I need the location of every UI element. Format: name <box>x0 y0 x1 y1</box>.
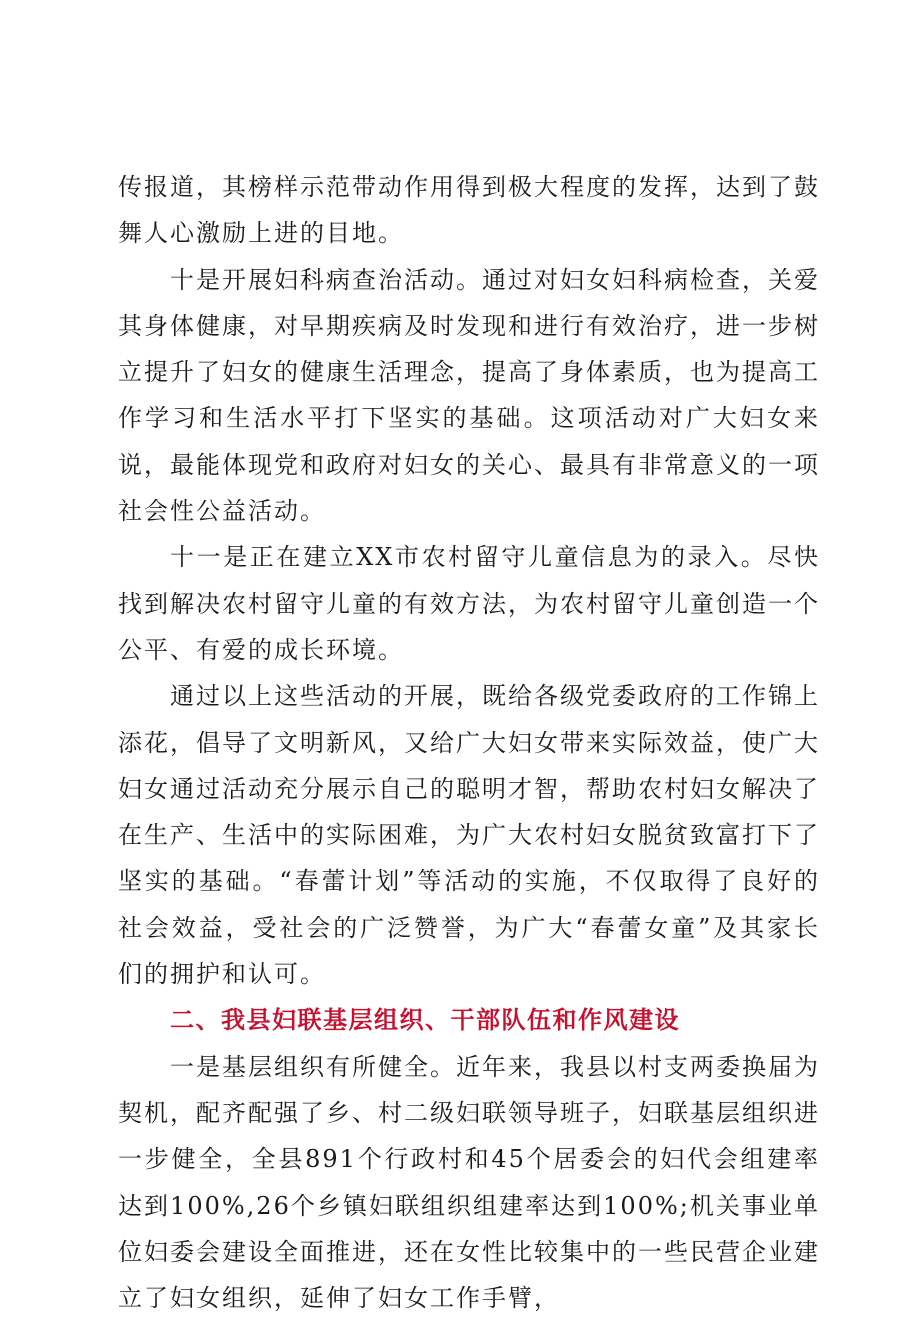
paragraph-gynecology-screening: 十是开展妇科病查治活动。通过对妇女妇科病检查，关爱其身体健康，对早期疾病及时发现和进行有效治疗，进一步树立提升了妇女的健康生活理念，提高了身体素质，也为提高工作学习和生活水平打下坚实的基础。这项活动对广大妇女来说，最能体现党和政府对妇女的关心、最具有非常意义的一项社会性公益活动。 <box>118 265 820 526</box>
paragraph-activities-summary: 通过以上这些活动的开展，既给各级党委政府的工作锦上添花，倡导了文明新风，又给广大妇女带来实际效益，使广大妇女通过活动充分展示自己的聪明才智，帮助农村妇女解决了在生产、生活中的实际困难，为广大农村妇女脱贫致富打下了坚实的基础。“春蕾计划”等活动的实施，不仅取得了良好的社会效益，受社会的广泛赞誉，为广大“春蕾女童”及其家长们的拥护和认可。 <box>118 682 820 989</box>
section-heading: 二、我县妇联基层组织、干部队伍和作风建设 <box>170 1006 680 1035</box>
paragraph-grassroots-organization: 一是基层组织有所健全。近年来，我县以村支两委换届为契机，配齐配强了乡、村二级妇联领导班子，妇联基层组织进一步健全，全县891个行政村和45个居委会的妇代会组建率达到100%,26个乡镇妇联组织组建率达到100%;机关事业单位妇委会建设全面推进，还在女性比较集中的一些民营企业建立了妇女组织，延伸了妇女工作手臂， <box>118 1052 820 1313</box>
paragraph-continuation: 传报道，其榜样示范带动作用得到极大程度的发挥，达到了鼓舞人心激励上进的目地。 <box>118 173 820 248</box>
paragraph-left-behind-children: 十一是正在建立XX市农村留守儿童信息为的录入。尽快找到解决农村留守儿童的有效方法，为农村留守儿童创造一个公平、有爱的成长环境。 <box>118 543 820 664</box>
document-body <box>118 164 820 1321</box>
